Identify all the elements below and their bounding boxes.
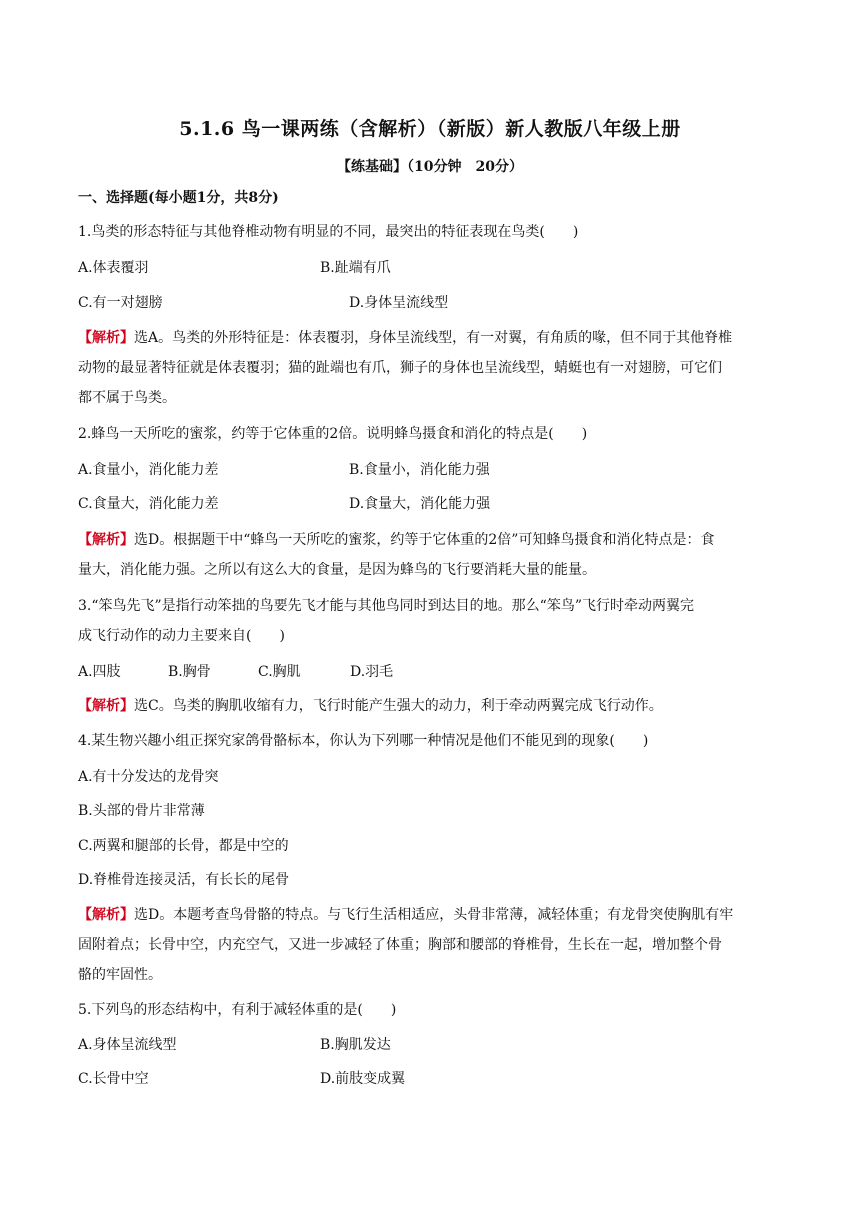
question-5-options-row-1 bbox=[78, 1035, 788, 1055]
analysis-tag: 【解析】 bbox=[78, 330, 134, 346]
option-b: B.食量小，消化能力强 bbox=[349, 462, 490, 478]
question-5-options-row-2 bbox=[78, 1069, 788, 1089]
analysis-1-line-2: 动物的最显著特征就是体表覆羽；猫的趾端也有爪，狮子的身体也呈流线型，蜻蜓也有一对翅膀，可它们 bbox=[78, 360, 722, 376]
section-subtitle: 【练基础】（10分钟 20分） bbox=[337, 159, 523, 175]
option-a: A.四肢 bbox=[78, 664, 121, 680]
question-4-option-a: A.有十分发达的龙骨突 bbox=[78, 769, 219, 785]
analysis-4-line-3: 骼的牢固性。 bbox=[78, 967, 162, 983]
question-4-option-b: B.头部的骨片非常薄 bbox=[78, 803, 205, 819]
option-b: B.胸肌发达 bbox=[320, 1037, 391, 1053]
option-a: A.食量小，消化能力差 bbox=[78, 462, 219, 478]
option-d: D.前肢变成翼 bbox=[320, 1071, 406, 1087]
question-3-stem-line-2: 成飞行动作的动力主要来自( ) bbox=[78, 628, 285, 644]
option-b: B.胸骨 bbox=[168, 664, 211, 680]
analysis-tag: 【解析】 bbox=[78, 907, 134, 923]
analysis-4-line-1: 【解析】选D。本题考查鸟骨骼的特点。与飞行生活相适应，头骨非常薄，减轻体重；有龙骨突使胸肌有牢 bbox=[78, 907, 734, 923]
option-a: A.身体呈流线型 bbox=[78, 1037, 177, 1053]
option-c: C.胸肌 bbox=[258, 664, 301, 680]
analysis-tag: 【解析】 bbox=[78, 532, 134, 548]
analysis-4-line-2: 固附着点；长骨中空，内充空气，又进一步减轻了体重；胸部和腰部的脊椎骨，生长在一起，增加整个骨 bbox=[78, 937, 722, 953]
question-3-options bbox=[78, 662, 788, 682]
analysis-1-line-3: 都不属于鸟类。 bbox=[78, 390, 176, 406]
option-d: D.羽毛 bbox=[350, 664, 394, 680]
analysis-tag: 【解析】 bbox=[78, 698, 134, 714]
option-c: C.食量大，消化能力差 bbox=[78, 496, 219, 512]
analysis-3-line-1: 【解析】选C。鸟类的胸肌收缩有力，飞行时能产生强大的动力，利于牵动两翼完成飞行动作。 bbox=[78, 698, 663, 714]
question-2-stem: 2.蜂鸟一天所吃的蜜浆，约等于它体重的2倍。说明蜂鸟摄食和消化的特点是( ) bbox=[78, 426, 588, 442]
analysis-2-line-1: 【解析】选D。根据题干中“蜂鸟一天所吃的蜜浆，约等于它体重的2倍”可知蜂鸟摄食和消化特点是：食 bbox=[78, 532, 715, 548]
option-c: C.有一对翅膀 bbox=[78, 295, 163, 311]
question-1-stem: 1.鸟类的形态特征与其他脊椎动物有明显的不同，最突出的特征表现在鸟类( ) bbox=[78, 224, 579, 240]
question-1-options-row-2 bbox=[78, 293, 788, 313]
option-d: D.食量大，消化能力强 bbox=[349, 496, 491, 512]
question-4-option-c: C.两翼和腿部的长骨，都是中空的 bbox=[78, 838, 289, 854]
section-heading: 一、选择题(每小题1分，共8分) bbox=[78, 190, 279, 206]
analysis-2-line-2: 量大，消化能力强。之所以有这么大的食量，是因为蜂鸟的飞行要消耗大量的能量。 bbox=[78, 562, 596, 578]
option-a: A.体表覆羽 bbox=[78, 260, 149, 276]
analysis-1-line-1: 【解析】选A。鸟类的外形特征是：体表覆羽，身体呈流线型，有一对翼，有角质的喙，但不同于其他脊椎 bbox=[78, 330, 733, 346]
question-2-options-row-2 bbox=[78, 494, 788, 514]
question-1-options-row-1 bbox=[78, 258, 788, 278]
question-3-stem-line-1: 3.“笨鸟先飞”是指行动笨拙的鸟要先飞才能与其他鸟同时到达目的地。那么“笨鸟”飞行时牵动两翼完 bbox=[78, 598, 694, 614]
question-4-option-d: D.脊椎骨连接灵活，有长长的尾骨 bbox=[78, 872, 290, 888]
option-c: C.长骨中空 bbox=[78, 1071, 149, 1087]
question-2-options-row-1 bbox=[78, 460, 788, 480]
page-title: 5.1.6 鸟一课两练（含解析）（新版）新人教版八年级上册 bbox=[179, 118, 681, 140]
question-5-stem: 5.下列鸟的形态结构中，有利于减轻体重的是( ) bbox=[78, 1002, 397, 1018]
question-4-stem: 4.某生物兴趣小组正探究家鸽骨骼标本，你认为下列哪一种情况是他们不能见到的现象( ) bbox=[78, 733, 649, 749]
option-b: B.趾端有爪 bbox=[320, 260, 391, 276]
option-d: D.身体呈流线型 bbox=[349, 295, 449, 311]
